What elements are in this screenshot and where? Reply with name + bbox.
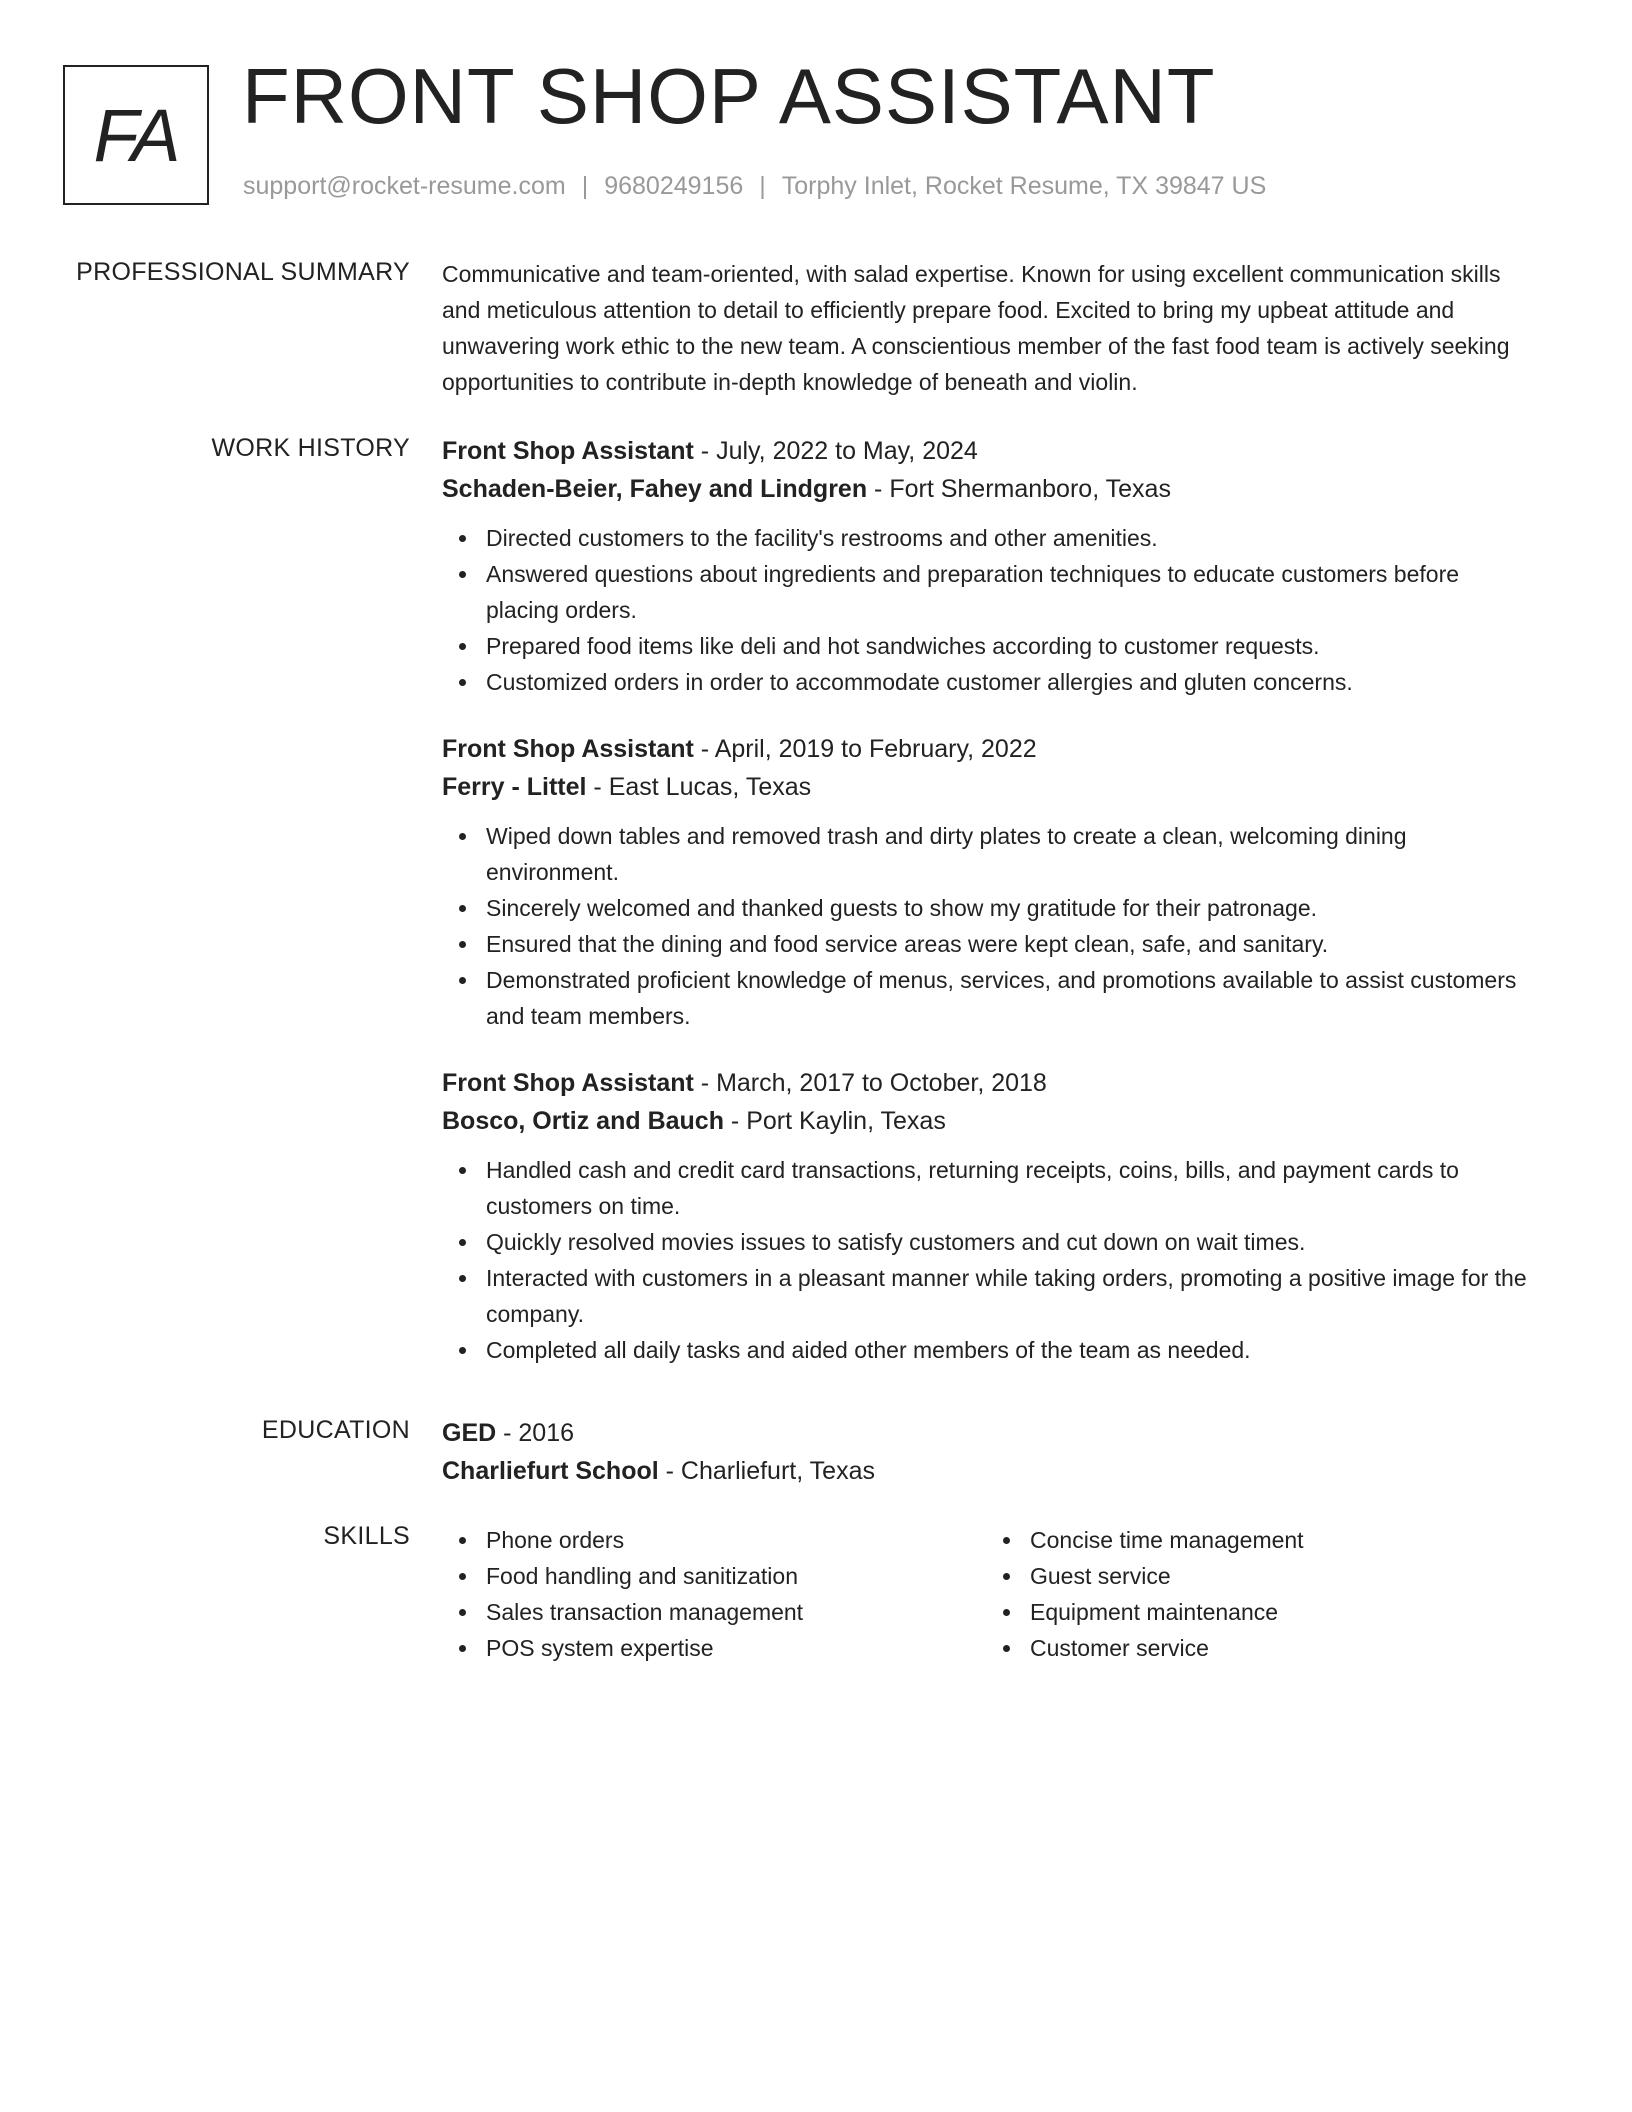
job-entry [442, 1064, 1532, 1368]
skill-item: Guest service [1030, 1558, 1530, 1594]
job-bullet: Wiped down tables and removed trash and dirty plates to create a clean, welcoming dining environment. [486, 818, 1532, 890]
contact-separator: | [759, 172, 766, 200]
job-bullet: Sincerely welcomed and thanked guests to show my gratitude for their patronage. [486, 890, 1532, 926]
job-company-line [442, 470, 1532, 508]
summary-text: Communicative and team-oriented, with salad expertise. Known for using excellent communication skills and meticulous attention to detail to efficiently prepare food. Excited to bring my upbeat attitude and unwavering work ethic to the new team. A conscientious member of the fast food team is actively seeking opportunities to contribute in-depth knowledge of beneath and violin. [442, 261, 1510, 395]
job-bullet: Customized orders in order to accommodate customer allergies and gluten concerns. [486, 664, 1532, 700]
job-company-line [442, 1102, 1532, 1140]
contact-address: Torphy Inlet, Rocket Resume, TX 39847 US [781, 172, 1267, 200]
monogram-initials: FA [93, 93, 179, 177]
section-label-education: EDUCATION [261, 1416, 410, 1444]
skill-item: Concise time management [1030, 1522, 1530, 1558]
contact-phone: 9680249156 [604, 172, 744, 200]
job-location: - East Lucas, Texas [586, 773, 812, 801]
education-school: Charliefurt School [442, 1457, 659, 1485]
skill-item: Phone orders [486, 1522, 986, 1558]
job-bullet: Ensured that the dining and food service areas were kept clean, safe, and sanitary. [486, 926, 1532, 962]
job-company: Bosco, Ortiz and Bauch [442, 1107, 724, 1135]
job-company: Schaden-Beier, Fahey and Lindgren [442, 475, 868, 503]
skills-list-left [442, 1522, 986, 1666]
job-entry [442, 432, 1532, 700]
skill-item: Equipment maintenance [1030, 1594, 1530, 1630]
contact-email: support@rocket-resume.com [243, 172, 566, 200]
job-bullet: Interacted with customers in a pleasant manner while taking orders, promoting a positive image for the company. [486, 1260, 1532, 1332]
education-body [442, 1414, 1532, 1490]
section-label-summary: PROFESSIONAL SUMMARY [76, 258, 410, 286]
skill-item: Food handling and sanitization [486, 1558, 986, 1594]
job-title-line [442, 432, 1532, 470]
job-title-line [442, 730, 1532, 768]
skill-item: POS system expertise [486, 1630, 986, 1666]
job-bullet: Directed customers to the facility's restrooms and other amenities. [486, 520, 1532, 556]
job-bullet: Prepared food items like deli and hot sandwiches according to customer requests. [486, 628, 1532, 664]
job-title: Front Shop Assistant [442, 1069, 694, 1097]
job-bullet: Quickly resolved movies issues to satisfy customers and cut down on wait times. [486, 1224, 1532, 1260]
monogram-logo [63, 65, 209, 205]
skill-item: Customer service [1030, 1630, 1530, 1666]
job-location: - Fort Shermanboro, Texas [867, 475, 1171, 503]
job-bullet-list [442, 1152, 1532, 1368]
skills-body [442, 1522, 1532, 1666]
contact-separator: | [581, 172, 589, 200]
job-company: Ferry - Littel [442, 773, 587, 801]
job-company-line [442, 768, 1532, 806]
section-label-skills: SKILLS [323, 1522, 410, 1550]
job-bullet-list [442, 520, 1532, 700]
job-bullet: Handled cash and credit card transactions, returning receipts, coins, bills, and payment cards to customers on time. [486, 1152, 1532, 1224]
section-label-work-history: WORK HISTORY [211, 434, 410, 462]
job-title-line [442, 1064, 1532, 1102]
education-degree: GED [442, 1419, 497, 1447]
education-school-line [442, 1452, 1532, 1490]
summary-body [442, 256, 1532, 400]
contact-line [243, 172, 1266, 201]
job-entry [442, 730, 1532, 1034]
job-dates: - July, 2022 to May, 2024 [693, 437, 978, 465]
skill-item: Sales transaction management [486, 1594, 986, 1630]
job-dates: - March, 2017 to October, 2018 [693, 1069, 1047, 1097]
education-degree-line [442, 1414, 1532, 1452]
job-title: Front Shop Assistant [442, 437, 694, 465]
job-dates: - April, 2019 to February, 2022 [693, 735, 1037, 763]
job-location: - Port Kaylin, Texas [723, 1107, 946, 1135]
job-bullet: Answered questions about ingredients and preparation techniques to educate customers before placing orders. [486, 556, 1532, 628]
job-bullet: Completed all daily tasks and aided other members of the team as needed. [486, 1332, 1532, 1368]
work-history-body [442, 432, 1532, 1368]
job-bullet: Demonstrated proficient knowledge of menus, services, and promotions available to assist customers and team members. [486, 962, 1532, 1034]
skills-list-right [986, 1522, 1530, 1666]
resume-name: FRONT SHOP ASSISTANT [242, 52, 1216, 140]
job-bullet-list [442, 818, 1532, 1034]
education-year: - 2016 [496, 1419, 575, 1447]
education-location: - Charliefurt, Texas [658, 1457, 875, 1485]
job-title: Front Shop Assistant [442, 735, 694, 763]
